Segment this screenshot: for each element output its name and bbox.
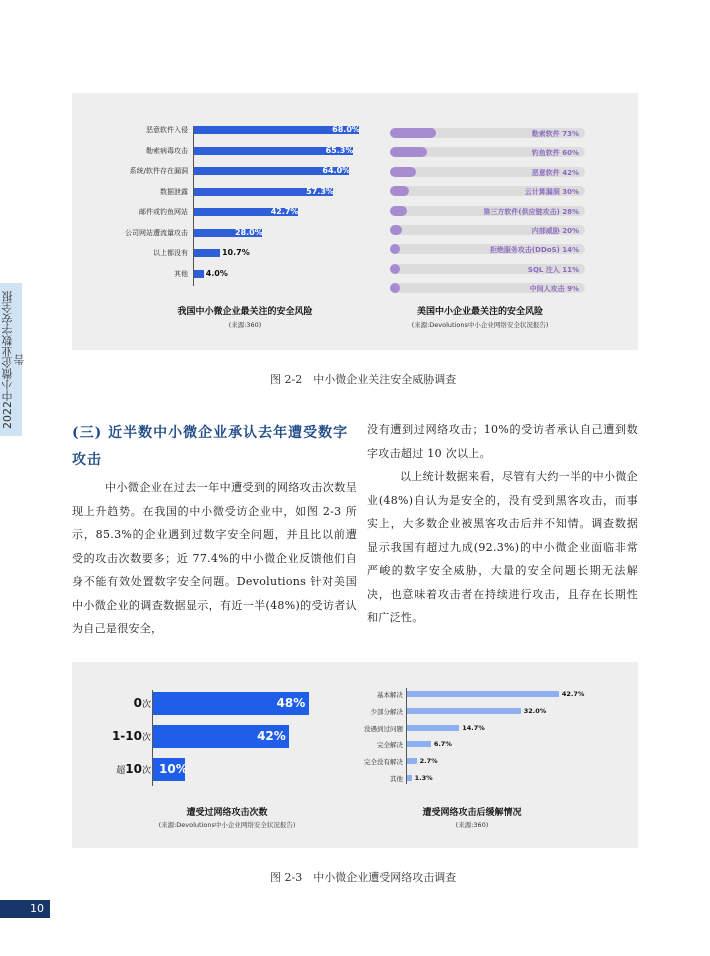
- chart-b-label: SQL 注入 11%: [527, 265, 579, 274]
- chart-b-label: 中间人攻击 9%: [529, 285, 579, 294]
- chart-d-value-label: 2.7%: [419, 757, 438, 766]
- chart-c-value-label: 10%: [159, 762, 188, 776]
- chart-c-category-number: 0: [133, 696, 142, 710]
- right-paragraph-2: 以上统计数据来看，尽管有大约一半的中小微企业(48%)自认为是安全的，没有受到黑客攻击，而事实上，大多数企业被黑客攻击后并不知情。调查数据显示我国有超过九成(92.3%)的中小微企业面临非常严峻的数字安全威胁，大量的安全问题长期无法解决，也意味着攻击者在持续进行攻击，且存在长期性和广泛性。: [367, 470, 638, 624]
- chart-c-category-number: 1-10: [111, 729, 142, 743]
- figure-2-3-caption: 图 2-3 中小微企业遭受网络攻击调查: [270, 871, 457, 884]
- chart-a-category-label: 系统/软件存在漏洞: [129, 167, 188, 175]
- chart-a-category-label: 勒索病毒攻击: [146, 146, 188, 155]
- chart-d-value-label: 6.7%: [433, 740, 452, 749]
- chart-a-category-label: 以上都没有: [153, 249, 188, 257]
- chart-a-value-label: 65.3%: [325, 145, 354, 155]
- page-number: 10: [0, 900, 50, 918]
- chart-b-label: 钓鱼软件 60%: [531, 149, 579, 158]
- chart-a-value-label: 4.0%: [205, 268, 228, 278]
- chart-b-label: 拒绝服务攻击(DDoS) 14%: [489, 246, 579, 255]
- chart-b-title: 美国中小企业最关注的安全风险: [416, 307, 543, 317]
- chart-a-axis: [193, 126, 194, 286]
- chart-b-bar: [390, 206, 407, 216]
- chart-d-axis: [406, 688, 407, 784]
- chart-d-category-label: 完全没有解决: [364, 758, 403, 767]
- left-paragraph: 中小微企业在过去一年中遭受到的网络攻击次数呈现上升趋势。在我国的中小微受访企业中，如图 2-3 所示，85.3%的企业遇到过数字安全问题，并且比以前遭受的攻击次数要多；近 77.4%的中小微企业反馈他们自身不能有效处置数字安全问题。Devolutions 针对美国中小微企业的调查数据显示，有近一半(48%)的受访者认为自己是很安全，: [72, 481, 357, 635]
- chart-a-category-label: 其他: [174, 269, 188, 278]
- chart-a-value-label: 64.0%: [322, 166, 351, 175]
- chart-b-source: (来源:Devolutions中小企业网络安全状况报告): [411, 321, 549, 329]
- chart-a-value-label: 42.7%: [270, 207, 299, 216]
- chart-b-label: 第三方软件(供应链攻击) 28%: [483, 207, 579, 216]
- chart-c-category-number: 10: [125, 762, 142, 776]
- chart-b-bar: [390, 167, 416, 177]
- chart-a-bar: [194, 249, 220, 257]
- chart-b-label: 内部威胁 20%: [531, 227, 579, 235]
- chart-d-category-label: 完全解决: [377, 741, 403, 750]
- chart-b-label: 勒索软件 73%: [531, 130, 579, 138]
- chart-c-category-label: [72, 729, 151, 743]
- section-heading: (三) 近半数中小微企业承认去年遭受数字攻击: [72, 425, 349, 468]
- chart-d-value-label: 42.7%: [561, 690, 585, 698]
- chart-a-category-label: 数据泄露: [160, 187, 188, 196]
- chart-a-category-label: 恶意软件入侵: [146, 126, 188, 134]
- chart-d-category-label: 没遇到过问题: [364, 724, 403, 733]
- chart-c-category-suffix: 次: [141, 700, 151, 710]
- right-paragraph-1: 没有遭到过网络攻击；10%的受访者承认自己遭到数字攻击超过 10 次以上。: [367, 423, 638, 460]
- chart-a-value-label: 10.7%: [221, 248, 250, 257]
- side-tab-text: 2022中小微企业数字安全报告: [1, 291, 26, 429]
- chart-b-label: 恶意软件 42%: [531, 168, 579, 177]
- chart-a-value-label: 28.0%: [235, 227, 263, 237]
- chart-c-category-label: [72, 762, 151, 776]
- chart-d-category-label: 其他: [390, 775, 403, 783]
- chart-d-bar: [407, 708, 521, 714]
- chart-a-category-label: 公司网站遭流量攻击: [125, 228, 188, 237]
- chart-d-value-label: 14.7%: [462, 723, 485, 732]
- chart-c-category-label: [72, 696, 151, 710]
- chart-c-category-suffix: 次: [141, 733, 151, 743]
- chart-c-value-label: 48%: [276, 696, 306, 710]
- chart-b-label: 云计算漏洞 30%: [524, 188, 579, 197]
- chart-a-value-label: 57.3%: [306, 186, 334, 196]
- chart-d-bar: [407, 741, 431, 747]
- chart-d-bar: [407, 758, 417, 764]
- chart-c-value-label: 42%: [257, 729, 286, 743]
- chart-d-title: 遭受网络攻击后缓解情况: [422, 808, 522, 818]
- chart-d-category-label: 基本解决: [377, 691, 403, 699]
- chart-d-bar: [407, 691, 559, 697]
- chart-c-axis: [152, 690, 153, 786]
- figure-2-2-panel: [72, 93, 638, 350]
- chart-d-value-label: 32.0%: [523, 706, 547, 715]
- chart-c-title: 遭受过网络攻击次数: [186, 808, 268, 818]
- chart-a-category-label: 邮件或钓鱼网站: [139, 208, 188, 216]
- figure-2-2-caption: 图 2-2 中小微企业关注安全威胁调查: [270, 373, 457, 386]
- chart-d-bar: [407, 775, 412, 781]
- chart-b-bar: [390, 264, 400, 274]
- chart-c-category-suffix: 次: [141, 766, 151, 776]
- chart-c-category-prefix: 超: [116, 766, 126, 776]
- chart-a-value-label: 68.0%: [332, 125, 360, 134]
- chart-d-bar: [407, 725, 459, 731]
- chart-a-source: (来源:360): [228, 321, 262, 329]
- chart-d-category-label: 少部分解决: [370, 707, 403, 716]
- figure-2-3-panel: [72, 662, 638, 848]
- chart-d-source: (来源:360): [455, 821, 489, 829]
- chart-c-source: (来源:Devolutions中小企业网络安全状况报告): [158, 821, 296, 829]
- chart-a-bar: [194, 270, 204, 278]
- chart-b-bar: [390, 186, 409, 196]
- chart-d-value-label: 1.3%: [414, 774, 433, 782]
- chart-a-title: 我国中小微企业最关注的安全风险: [177, 307, 313, 317]
